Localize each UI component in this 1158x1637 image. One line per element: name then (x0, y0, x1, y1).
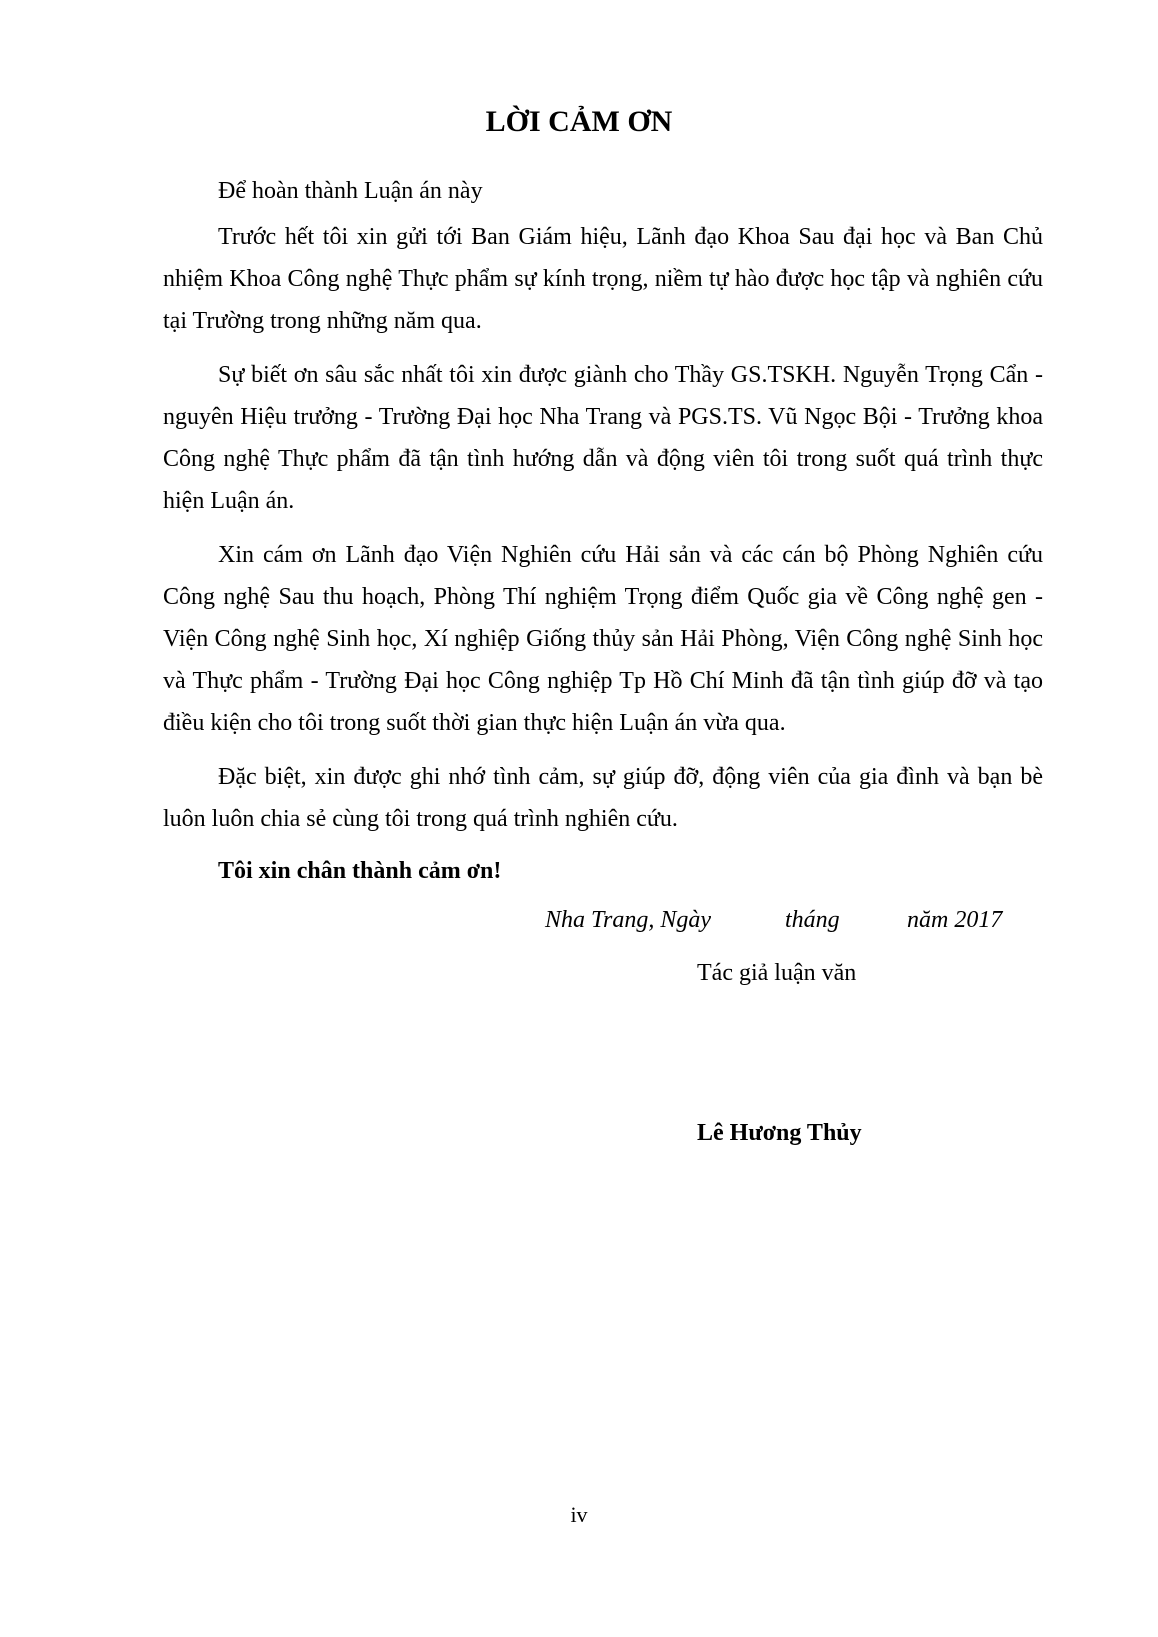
paragraph-thanks-institutes: Xin cám ơn Lãnh đạo Viện Nghiên cứu Hải sản và các cán bộ Phòng Nghiên cứu Công nghệ Sau thu hoạch, Phòng Thí nghiệm Trọng điểm Quốc gia về Công nghệ gen - Viện Công nghệ Sinh học, Xí nghiệp Giống thủy sản Hải Phòng, Viện Công nghệ Sinh học và Thực phẩm - Trường Đại học Công nghiệp Tp Hồ Chí Minh đã tận tình giúp đỡ và tạo điều kiện cho tôi trong suốt thời gian thực hiện Luận án vừa qua. (163, 542, 1043, 736)
paragraph-thanks-university: Trước hết tôi xin gửi tới Ban Giám hiệu, Lãnh đạo Khoa Sau đại học và Ban Chủ nhiệm Khoa Công nghệ Thực phẩm sự kính trọng, niềm tự hào được học tập và nghiên cứu tại Trường trong những năm qua. (163, 224, 1043, 334)
paragraph-thanks-family: Đặc biệt, xin được ghi nhớ tình cảm, sự giúp đỡ, động viên của gia đình và bạn bè luôn luôn chia sẻ cùng tôi trong quá trình nghiên cứu. (163, 764, 1043, 832)
paragraph-intro: Để hoàn thành Luận án này (218, 178, 483, 204)
paragraph-thanks-supervisors: Sự biết ơn sâu sắc nhất tôi xin được giành cho Thầy GS.TSKH. Nguyễn Trọng Cẩn - nguyên Hiệu trưởng - Trường Đại học Nha Trang và PGS.TS. Vũ Ngọc Bội - Trưởng khoa Công nghệ Thực phẩm đã tận tình hướng dẫn và động viên tôi trong suốt quá trình thực hiện Luận án. (163, 362, 1043, 514)
page-title: LỜI CẢM ƠN (485, 105, 673, 138)
closing-line: Tôi xin chân thành cảm ơn! (218, 858, 502, 884)
date-year: năm 2017 (907, 907, 1003, 933)
page-number: iv (570, 1502, 588, 1527)
date-place: Nha Trang, Ngày (545, 907, 712, 933)
author-name: Lê Hương Thủy (697, 1120, 862, 1146)
date-month: tháng (785, 907, 840, 933)
author-label: Tác giả luận văn (697, 960, 857, 986)
